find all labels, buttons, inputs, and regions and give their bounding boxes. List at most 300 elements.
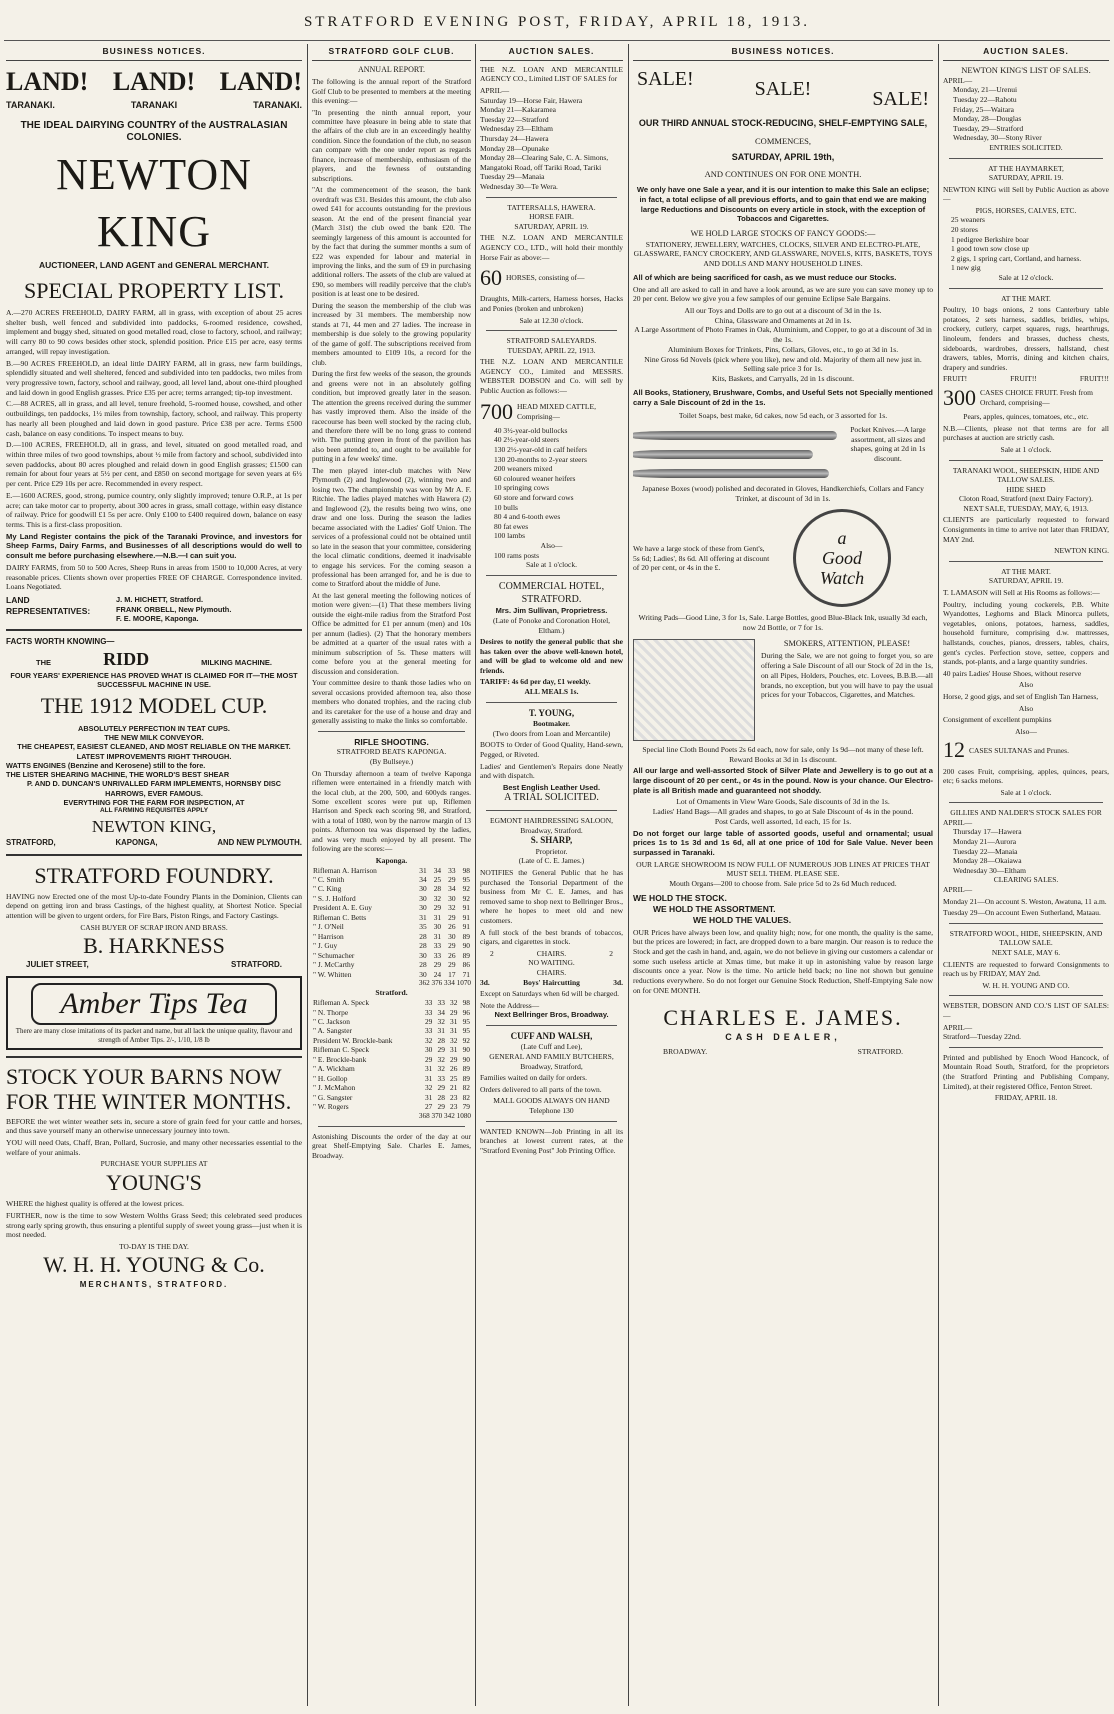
sultanas: CASES SULTANAS and Prunes. <box>969 745 1069 755</box>
score-cell: 30 <box>419 884 427 894</box>
mall-goods: MALL GOODS ALWAYS ON HAND <box>493 1096 610 1106</box>
score-cell: 28 <box>419 941 427 951</box>
newton-king-title: NEWTON KING <box>56 150 252 256</box>
t-young: T. YOUNG, <box>528 707 575 718</box>
also-label: Also <box>1018 703 1034 713</box>
bargain-item: All our Toys and Dolls are to go out at a discount of 3d in the 1s. <box>684 306 882 316</box>
column-golf-club <box>312 44 471 1706</box>
horses-consisting: HORSES, consisting of— <box>506 273 585 283</box>
divider <box>486 197 617 198</box>
juliet-town: STRATFORD. <box>231 960 282 970</box>
report-paragraph: "At the commencement of the season, the bank overdraft was £31. Besides this amount, the club also owed £41 for accounts outstanding for the previous season. At the end of the present financial year (March 31st) the club owed the bank £20. The seemingly largeness of this amount is accounted for by the fact that during the summer months a sum of £22 was expended for labour and material in improving the links, and the sum of £9 in purchasing additional rollers. The assets of the club are valued at £90, so members will readily perceive that the club's position is at least one to be desired. <box>312 185 471 299</box>
mouth-organs: Mouth Organs—200 to choose from. Sale price 5d to 2s 6d Much reduced. <box>669 879 897 889</box>
score-row <box>312 884 471 893</box>
april-label: APRIL— <box>943 75 973 85</box>
japanese-boxes: Japanese Boxes (wood) polished and decorated in Gloves, Handkerchiefs, Collars and Fancy Trinket, at discount of 3d in 1s. <box>642 483 924 503</box>
score-cell: 98 <box>462 865 470 875</box>
haircut-price: 3d. <box>480 977 490 987</box>
nk-sales-list <box>943 85 1109 143</box>
ridd-post: MILKING MACHINE. <box>201 657 272 667</box>
score-cell: 32 <box>424 1035 433 1045</box>
score-cell: 71 <box>462 969 470 979</box>
annual-report: ANNUAL REPORT. <box>357 64 426 74</box>
score-cell: 30 <box>448 931 456 941</box>
shooter-name: " W. Rogers <box>313 1102 349 1112</box>
lamason-list: Poultry, including young cockerels, P.B. White Wyandottes, Leghorns and Black Minorca pullets, vegetables, onions, potatoes, harness, saddles, household furniture, comprising d.w. mattresses, hallstands, couches, pianos, dressers, tables, chairs, gent's cycles. Perfection stove, settee, coppers and stands, pot-plants, and a large quantity sundries. <box>943 599 1109 667</box>
shooter-name: " J. McMahon <box>313 1083 356 1093</box>
sale-entry: Thursday 17—Hawera <box>953 827 1022 837</box>
shooter-name: " G. Sangster <box>313 1092 353 1102</box>
divider <box>949 460 1103 461</box>
sale-entry: Saturday 19—Horse Fair, Hawera <box>480 95 583 105</box>
score-row <box>312 1083 471 1092</box>
column-heading: BUSINESS NOTICES. <box>633 44 933 61</box>
sale-entry: Monday 28—Clearing Sale, C. A. Simons, Mangatoki Road, off Tariki Road, Tariki <box>480 153 609 172</box>
milk-conveyor: THE NEW MILK CONVEYOR. <box>104 732 204 742</box>
hide-shed: HIDE SHED <box>1006 484 1046 494</box>
score-cell: 34 <box>419 874 427 884</box>
fruit-banner <box>943 374 1109 384</box>
writing-pads: Writing Pads—Good Line, 3 for 1s, Sale. Large Bottles, good Blue-Black Ink, usually 3d each, now 2d Bottle, or 7 for 1s. <box>638 613 928 633</box>
cattle-item: 10 springing cows <box>494 483 549 493</box>
score-cell: 29 <box>437 1102 445 1112</box>
address-line <box>633 1043 933 1061</box>
score-row <box>312 960 471 969</box>
score-row <box>312 1102 471 1111</box>
ridd-title: RIDD <box>103 648 150 669</box>
town: KAPONGA, <box>115 837 158 847</box>
watch-ad <box>633 503 933 613</box>
desires-text: Desires to notify the general public that she has taken over the above well-known hotel, and will be glad to welcome old and new friends. <box>480 637 623 675</box>
score-cell: 33 <box>424 1026 433 1036</box>
rep: J. M. HICHETT, Stratford. <box>116 595 204 605</box>
score-cell: 82 <box>462 1092 470 1102</box>
sale-entry: Wednesday 30—Te Wera. <box>480 182 558 191</box>
number-60: 60 <box>480 265 502 291</box>
nk-list: NEWTON KING'S LIST OF SALES. <box>961 64 1091 75</box>
sale-entry: Monday, 28—Douglas <box>953 114 1022 124</box>
note-address: Note the Address— <box>480 1000 540 1010</box>
poultry-text: Poultry, 10 bags onions, 2 tons Canterbury table potatoes, 2 sets harness, saddles, bridles, whips, crockery, cutlery, carpet squares, rugs, hearthrugs, linoleum, fenders and brasses, duchess chests, sideboards, wardrobes, dressers, hallstand, chest drawers, tables, Morris, dining and kitchen chairs, drapery and sundries. <box>943 305 1109 372</box>
score-cell: 82 <box>462 1083 470 1093</box>
s-sharp: S. SHARP, <box>530 835 573 846</box>
shooter-name: " C. King <box>313 884 342 894</box>
score-cell: 29 <box>448 874 456 884</box>
town: STRATFORD, <box>6 837 56 847</box>
score-cell: 30 <box>419 893 427 903</box>
bargain-item: Kits, Baskets, and Carryalls, 2d in 1s discount. <box>712 374 854 384</box>
showroom: OUR LARGE SHOWROOM IS NOW FULL OF NUMEROUS JOB LINES AT PRICES THAT MUST SELL THEM. PLEASE SEE. <box>636 859 930 879</box>
score-cell: 33 <box>448 865 456 875</box>
score-cell: 32 <box>433 893 442 903</box>
sale-entry: Tuesday 22—Stratford <box>480 114 549 124</box>
pig-item: 1 pedigree Berkshire boar <box>951 234 1029 244</box>
score-cell: 29 <box>437 1083 445 1093</box>
score-cell: 90 <box>462 941 470 951</box>
saturday-date: SATURDAY, APRIL 19. <box>514 221 589 231</box>
score-row <box>312 922 471 931</box>
column-rule <box>628 44 629 1706</box>
score-cell: 89 <box>462 1073 470 1083</box>
score-cell: 32 <box>424 1083 433 1093</box>
score-row <box>312 951 471 960</box>
score-cell: 30 <box>433 922 442 932</box>
chairs-num: 2 <box>609 948 613 958</box>
shooter-name: Rifleman A. Harrison <box>313 865 377 875</box>
cattle-item: 80 4 and 6-tooth ewes <box>494 512 561 522</box>
score-row <box>312 866 471 875</box>
april-label: APRIL— <box>943 1022 973 1032</box>
score-cell: 30 <box>419 950 427 960</box>
score-cell: 35 <box>419 922 427 932</box>
two-doors: (Two doors from Loan and Mercantile) <box>492 728 611 738</box>
score-cell: 31 <box>433 912 442 922</box>
gillies-nalder: GILLIES AND NALDER'S STOCK SALES FOR <box>950 808 1102 818</box>
butchers: GENERAL AND FAMILY BUTCHERS, <box>489 1052 614 1062</box>
report-paragraph: During the season the membership of the club was increased by 31 members. The membership now stands at 71, 44 men and 27 ladies. The increase in membership is due solely to the growing popularity of the game of golf. The subscriptions received from members amounted to £109 10s, a record for the club. <box>312 300 471 367</box>
score-cell: 31 <box>437 1026 445 1036</box>
today-line: TO-DAY IS THE DAY. <box>119 1241 189 1251</box>
commences: COMMENCES, <box>755 135 811 146</box>
egmont: EGMONT HAIRDRESSING SALOON, <box>490 816 613 826</box>
sale-entry: Tuesday, 29—Stratford <box>953 123 1024 133</box>
score-cell: 30 <box>419 903 427 913</box>
cattle-item: 60 coloured weaner heifers <box>494 473 576 483</box>
score-cell: 89 <box>462 950 470 960</box>
orders-text: Orders delivered to all parts of the town. <box>480 1084 602 1094</box>
sale-entry: Wednesday, 30—Stony River <box>953 133 1042 143</box>
score-cell: 29 <box>424 1017 433 1027</box>
sale-entry: Thursday 24—Hawera <box>480 134 549 144</box>
saturday-date: SATURDAY, APRIL 19. <box>988 576 1064 586</box>
tariff: TARIFF: 4s 6d per day, £1 weekly. <box>480 677 591 687</box>
sale-time: Sale at 1 o'clock. <box>1000 444 1052 454</box>
we-hold: WE HOLD THE ASSORTMENT. <box>653 903 776 914</box>
property-item: E.—1600 ACRES, good, strong, pumice country, only slightly improved; tenure O.R.P., at 1s per acre; can take motor car to property, about 300 acres in grass, small cottage, within easy distance of railway. Price for goodwill £1 5s per acre. Only £100 to £400 required down, balance on easy terms. This is a first-class proposition. <box>6 490 302 529</box>
juliet-line <box>6 960 302 970</box>
land-representatives <box>6 595 302 623</box>
knife-illustration <box>633 450 813 459</box>
clients-text: CLIENTS are particularly requested to forward Consignments in time to arrive not later than FRIDAY, MAY 2nd. <box>943 515 1109 544</box>
saturday-date: SATURDAY, APRIL 19th, <box>731 151 835 162</box>
chairs-word2: CHAIRS. <box>536 967 567 977</box>
column-sale <box>633 44 933 1706</box>
score-cell: 17 <box>448 969 456 979</box>
divider <box>486 575 617 576</box>
watch-illustration <box>793 509 891 607</box>
amber-tips-logo: Amber Tips Tea <box>31 983 277 1025</box>
score-cell: 31 <box>450 1045 458 1055</box>
property-item: C.—88 ACRES, all in grass, and all level, tenure freehold, 5-roomed house, cowshed, and other outbuildings, ten paddocks, 1½ miles from township, factory, school, and railway. This property has nearly all been ploughed and laid down in good pasture. Price £38 per acre. Terms £500 cash, balance on easy conditions. To inspect means to buy. <box>6 399 302 438</box>
repairs-text: Ladies' and Gentlemen's Repairs done Neatly and with dispatch. <box>480 761 623 781</box>
score-cell: 29 <box>450 1054 458 1064</box>
saturday-date: SATURDAY, APRIL 19. <box>988 173 1064 183</box>
score-cell: 24 <box>433 969 442 979</box>
column-heading: AUCTION SALES. <box>943 44 1109 61</box>
also-label: Also <box>1018 680 1034 690</box>
bargain-item: A Large Assortment of Photo Frames in Oak, Aluminium, and Copper, to go at a discount of 3d in the 1s. <box>634 325 932 345</box>
score-cell: 91 <box>462 912 470 922</box>
score-row <box>312 1045 471 1054</box>
score-cell: 25 <box>433 874 442 884</box>
column-heading: BUSINESS NOTICES. <box>6 44 302 61</box>
cattle-item: 60 store and forward cows <box>494 492 574 502</box>
sale-time: Sale at 1 o'clock. <box>526 560 577 570</box>
wool-heading: TARANAKI WOOL, SHEEPSKIN, HIDE AND TALLOW SALES. <box>952 465 1100 485</box>
rep: F. E. MOORE, Kaponga. <box>116 613 199 623</box>
gillies-sales <box>943 827 1109 875</box>
property-item: A.—270 ACRES FREEHOLD, DAIRY FARM, all in grass, with exception of about 25 acres shelter bush, well fenced and subdivided into paddocks, 6-roomed residence, cowshed, implement and buggy shed, situated on good metalled road, close to factory, school, and railway; will carry 80 to 90 cows besides other stock, splendid position. Price £15 per acre, easy terms arranged, will repay investigation. <box>6 307 302 356</box>
tuesday-date: TUESDAY, APRIL 22, 1913. <box>507 345 596 355</box>
clearing-sales: CLEARING SALES. <box>993 875 1059 885</box>
astonishing-ad: Astonishing Discounts the order of the day at our great Shelf-Emptying Sale. Charles E. James, Broadway. <box>312 1131 471 1160</box>
at-the-mart: AT THE MART. <box>1001 566 1051 576</box>
reps-list <box>116 595 231 623</box>
shooter-name: " A. Sangster <box>313 1026 352 1036</box>
score-cell: 33 <box>424 998 433 1008</box>
fruit-word: FRUIT!! <box>1010 374 1037 384</box>
shooter-name: " N. Thorpe <box>313 1007 349 1017</box>
score-cell: 33 <box>437 1073 445 1083</box>
column-rule <box>938 44 939 1706</box>
knife-illustration <box>633 469 829 478</box>
score-cell: 31 <box>419 865 427 875</box>
taranaki-word: TARANAKI. <box>6 100 55 111</box>
families-text: Families waited on daily for orders. <box>480 1073 588 1083</box>
perfection-line: ABSOLUTELY PERFECTION IN TEAT CUPS. <box>78 723 230 733</box>
score-cell: 34 <box>433 865 442 875</box>
score-cell: 92 <box>462 884 470 894</box>
score-cell: 29 <box>448 941 456 951</box>
shooter-name: " J. O'Neil <box>313 922 344 932</box>
proprietor: Proprietor. <box>535 846 568 856</box>
cattle-heading: HEAD MIXED CATTLE, Comprising— <box>517 402 596 421</box>
next-sale-may: NEXT SALE, MAY 6. <box>991 948 1061 957</box>
shooter-name: Rifleman A. Speck <box>313 998 370 1008</box>
smokers-ad <box>633 639 933 745</box>
fruit-word: FRUIT! <box>943 374 968 384</box>
friday-date: FRIDAY, APRIL 18. <box>994 1093 1058 1103</box>
cattle-item: 130 20-months to 2-year steers <box>494 454 587 464</box>
watch-word: Good <box>822 548 862 569</box>
charles-james: CHARLES E. JAMES. <box>663 1004 903 1030</box>
report-paragraph: Your committee desire to thank those ladies who on several occasions provided afternoon tea, also those members who donated trophies, and the racing club and its caretaker for the use of a house and dray and generally assisting to make the links so comfortable. <box>312 678 471 726</box>
shooter-name: " C. Jackson <box>313 1017 350 1027</box>
chairs-num: 2 <box>490 948 494 958</box>
column-auction-sales <box>480 44 623 1706</box>
score-cell: 28 <box>419 931 427 941</box>
meals: ALL MEALS 1s. <box>524 687 579 697</box>
beats-line: STRATFORD BEATS KAPONGA. <box>336 747 447 757</box>
score-row <box>312 998 471 1007</box>
sacrificed: All of which are being sacrificed for cash, as we must reduce our Stocks. <box>633 272 897 282</box>
chairs-line <box>480 949 623 959</box>
address-part: BROADWAY. <box>663 1047 708 1057</box>
best-leather: Best English Leather Used. <box>502 782 601 792</box>
late-of-james: (Late of C. E. James.) <box>518 856 585 866</box>
score-cell: 26 <box>448 950 456 960</box>
score-cell: 29 <box>424 1054 433 1064</box>
column-heading: STRATFORD GOLF CLUB. <box>312 44 471 61</box>
haymarket: AT THE HAYMARKET, <box>988 163 1064 173</box>
rep: FRANK ORBELL, New Plymouth. <box>116 604 232 614</box>
cattle-item: 40 2½-year-old steers <box>494 435 560 445</box>
sale-time: Sale at 1 o'clock. <box>1000 787 1052 797</box>
toilet-soaps: Toilet Soaps, best make, 6d cakes, now 5d each, or 3 assorted for 1s. <box>678 411 888 421</box>
score-cell: 86 <box>462 960 470 970</box>
score-cell: 29 <box>448 912 456 922</box>
harkness-name: B. HARKNESS <box>83 933 225 959</box>
notifies-text: NOTIFIES the General Public that he has purchased the Tonsorial Department of the business from Mr C. E. James, and has removed same to shop next to Bellringer Bros., where he hopes to meet old and new customers. <box>480 868 623 925</box>
continues: AND CONTINUES ON FOR ONE MONTH. <box>704 169 862 180</box>
land-word: LAND! <box>6 66 89 96</box>
do-not-forget: Do not forget our large table of assorted goods, useful and ornamental; usual prices 1s to 1s 3d and 1s 6d, all at one price of 10d for Sale Value. Never been surpassed in Taranaki. <box>633 828 933 858</box>
divider <box>949 923 1103 924</box>
score-row <box>312 941 471 950</box>
broadway: Broadway, Stratford. <box>520 825 583 835</box>
score-cell: 98 <box>462 998 470 1008</box>
score-cell: 30 <box>424 1045 433 1055</box>
bootmaker: Bootmaker. <box>532 719 570 729</box>
score-cell: 28 <box>437 1035 445 1045</box>
twelve-cases <box>943 736 1109 764</box>
knife-illustration <box>633 431 837 440</box>
pig-item: 1 good town sow close up <box>951 244 1030 254</box>
webster-dobson-list: WEBSTER, DOBSON AND CO.'S LIST OF SALES:— <box>943 1001 1109 1020</box>
dairy-farms: DAIRY FARMS, from 50 to 500 Acres, Sheep Runs in areas from 1500 to 10,000 Acres, at very reasonable prices. Clients shown over properties FREE OF CHARGE. Correspondence invited. Loans Negotiated. <box>6 562 302 592</box>
column-heading: AUCTION SALES. <box>480 44 623 61</box>
watch-text <box>820 528 864 588</box>
we-hold: WE HOLD THE STOCK. <box>633 892 727 903</box>
telephone: Telephone 130 <box>529 1106 574 1115</box>
land-word: LAND! <box>219 66 302 96</box>
kaponga-total: 362 376 334 1070 <box>418 979 471 988</box>
trial-solicited: A TRIAL SOLICITED. <box>504 792 599 804</box>
four-years: FOUR YEARS' EXPERIENCE HAS PROVED WHAT IS CLAIMED FOR IT—THE MOST SUCCESSFUL MACHINE IN USE. <box>10 670 298 690</box>
divider <box>949 158 1103 159</box>
our-prices: OUR Prices have always been low, and quality high; now, for one month, the quality is the same, but the prices are lowered; in fact, are dropped down to a bare margin. Our reason is to reduce the Stock and get the cash in hand, and, again, we do not believe in giving our customers a calendar or some such useless article at Xmas time, but make it up in astonishing value by reason large discounts once a year. Now is the time. No article held back; no line not shown but genuine reductions everywhere. So do not forget our Genuine Stock Reduction, Shelf-Emptying Sale now on for ONE MONTH. <box>633 927 933 995</box>
printed-by: Printed and published by Enoch Wood Hancock, of Mountain Road South, Stratford, for the proprietors (the Stratford Printing and Publishing Company, Limited), at their registered Office, Fenton Street. <box>943 1052 1109 1091</box>
score-cell: 29 <box>433 960 442 970</box>
haircut-price: 3d. <box>613 977 623 987</box>
sale-word: SALE! <box>872 87 929 110</box>
score-cell: 23 <box>450 1092 458 1102</box>
taranaki-word: TARANAKI. <box>253 100 302 111</box>
clients-forward: CLIENTS are requested to forward Consignments to reach us by FRIDAY, MAY 2nd. <box>943 959 1109 979</box>
score-row <box>312 932 471 941</box>
cattle-list <box>480 426 623 541</box>
address-part: STRATFORD. <box>857 1047 903 1057</box>
we-hold: WE HOLD THE VALUES. <box>693 914 792 925</box>
oats-text: YOU will need Oats, Chaff, Bran, Pollard, Sucrosie, and many other necessaries essential to the welfare of your animals. <box>6 1138 302 1157</box>
stratford-total: 368 370 342 1080 <box>418 1111 471 1120</box>
score-cell: 89 <box>462 1064 470 1074</box>
april-label: APRIL— <box>943 885 973 895</box>
score-cell: 34 <box>437 1007 445 1017</box>
score-cell: 32 <box>450 998 458 1008</box>
score-cell: 92 <box>462 1035 470 1045</box>
stratford-tuesday: Stratford—Tuesday 22nd. <box>943 1032 1022 1042</box>
sale-entry: Wednesday 30—Eltham <box>953 865 1026 875</box>
shooter-name: Rifleman C. Betts <box>313 912 367 922</box>
shooter-name: " C. Smith <box>313 874 345 884</box>
cattle-item: 100 lambs <box>494 531 526 541</box>
shooter-name: President W. Brockle-bank <box>313 1035 393 1045</box>
cuff-late: (Late Cuff and Lee), <box>520 1042 583 1052</box>
score-row <box>312 1055 471 1064</box>
smoker-illustration <box>633 639 755 741</box>
where-text: WHERE the highest quality is offered at the lowest prices. <box>6 1199 184 1209</box>
pears-text: Pears, apples, quinces, tomatoes, etc., etc. <box>963 412 1089 422</box>
knife-illustrations <box>633 421 843 480</box>
horse-types: Draughts, Milk-carters, Harness horses, Hacks and Ponies (broken and unbroken) <box>480 294 623 313</box>
amber-tips-ad <box>6 976 302 1050</box>
byline: (By Bullseye.) <box>369 757 414 767</box>
april-label: APRIL— <box>943 817 973 827</box>
sale-entry: Friday, 25—Waitara <box>953 104 1014 114</box>
kaponga-heading: Kaponga. <box>375 855 408 865</box>
score-cell: 33 <box>433 941 442 951</box>
entries-solicited: ENTRIES SOLICITED. <box>989 142 1063 152</box>
ridd-line <box>6 648 302 671</box>
divider <box>949 995 1103 996</box>
lot-item: Lot of Ornaments in View Ware Goods, Sale discounts of 3d in the 1s. <box>676 797 890 807</box>
amber-tips-text: There are many close imitations of its packet and name, but all lack the unique quality, flavour and strength of Amber Tips. 2/-, 1/10, 1/8 lb <box>15 1027 293 1045</box>
score-cell: 32 <box>437 1054 445 1064</box>
special-property-list: SPECIAL PROPERTY LIST. <box>23 277 285 303</box>
score-cell: 31 <box>424 1064 433 1074</box>
score-cell: 31 <box>450 1017 458 1027</box>
divider <box>949 288 1103 289</box>
score-cell: 31 <box>419 912 427 922</box>
cattle-item: 40 3½-year-old bullocks <box>494 425 568 435</box>
ideal-dairying: THE IDEAL DAIRYING COUNTRY of the AUSTRALASIAN COLONIES. <box>20 119 288 144</box>
auctioneer-line: AUCTIONEER, LAND AGENT and GENERAL MERCHANT. <box>39 259 269 270</box>
pocket-knives-ad <box>633 421 933 480</box>
horse-gigs: Horse, 2 good gigs, and set of English Tan Harness, <box>943 691 1099 701</box>
further-text: FURTHER, now is the time to sow Western Wolths Grass Seed; this celebrated seed produces strong early spring growth, thus ensuring a plentiful supply of sweet young grass—just when it is most needed. <box>6 1210 302 1240</box>
sale-banner <box>633 65 933 115</box>
pig-item: 2 gigs, 1 spring cart, Cortland, and harness. <box>951 253 1082 263</box>
score-row <box>312 1017 471 1026</box>
score-row <box>312 970 471 979</box>
number-300: 300 <box>943 384 976 410</box>
score-row <box>312 1008 471 1017</box>
score-cell: 32 <box>437 1064 445 1074</box>
report-paragraph: The following is the annual report of the Stratford Golf Club to be presented to members at the meeting this evening:— <box>312 77 471 106</box>
bargain-item: China, Glassware and Ornaments at 2d in 1s. <box>714 315 852 325</box>
stratford-heading: Stratford. <box>375 988 408 998</box>
full-stock: A full stock of the best brands of tobaccos, cigars, and cigarettes in stock. <box>480 927 623 947</box>
score-cell: 28 <box>419 960 427 970</box>
at-the-mart: AT THE MART. <box>1001 293 1051 303</box>
score-cell: 91 <box>462 903 470 913</box>
sale-entry: Tuesday 22—Manaia <box>953 846 1018 856</box>
also-label: Also— <box>1015 726 1037 736</box>
report-paragraph: "In presenting the ninth annual report, your committee have pleasure in being able to state that the affairs of the club are in an exceedingly healthy condition. Since the foundation of the club, no season can compare with the one under report as regards finance, increase of membership, enthusiasm of the players, and the fewness of outstanding subscriptions. <box>312 107 471 183</box>
shooter-name: " Harrison <box>313 931 344 941</box>
saleyards: STRATFORD SALEYARDS. <box>506 336 597 346</box>
report-paragraph: The men played inter-club matches with New Plymouth (2) and Inglewood (2), winning two and losing two. The championship was won by Mr A. F. Ritchie. The ladies played matches with Hawera (2) and Inglewood (2), the results being two wins, one draw and one loss. During the season the ladies became associated with the Ladies' Golf Union. The services of a professional could not be obtained until so late in the season that your committee, considering the local climatic conditions, deemed it inadvisable to engage his services. For the coming season a professional has been arranged for, and he is due to come to Stratford about the middle of June. <box>312 465 471 589</box>
column-newton-king <box>6 44 302 1706</box>
foundry-title: STRATFORD FOUNDRY. <box>34 862 274 888</box>
merchants-line: MERCHANTS, STRATFORD. <box>79 1279 229 1289</box>
report-paragraph: At the last general meeting the following notices of motion were given:—(1) That these members living outside the eight-mile radius from the Stratford Post Office be admitted for £1 per annum (men) and 10s per annum (ladies). (2) That the honorary members be admitted at a quarter of the usual rates with a minimum subscription of 5s. These matters will come before you at the general meeting for discussion and consideration. <box>312 590 471 676</box>
shooter-name: " E. Brockle-bank <box>313 1054 367 1064</box>
books-discount: All Books, Stationery, Brushware, Combs, and Useful Sets not Specially mentioned carry a Sale Discount of 2d in the 1s. <box>633 387 933 407</box>
latest-line: LATEST IMPROVEMENTS RIGHT THROUGH. <box>76 751 232 761</box>
once-a-year: We only have one Sale a year, and it is our intention to make this Sale an eclipse; in fact, a total eclipse of all previous efforts, and to gain that end we are making large Reductions and Discounts on every article in stock, with the exception of Tobaccos and Cigarettes. <box>636 185 930 224</box>
